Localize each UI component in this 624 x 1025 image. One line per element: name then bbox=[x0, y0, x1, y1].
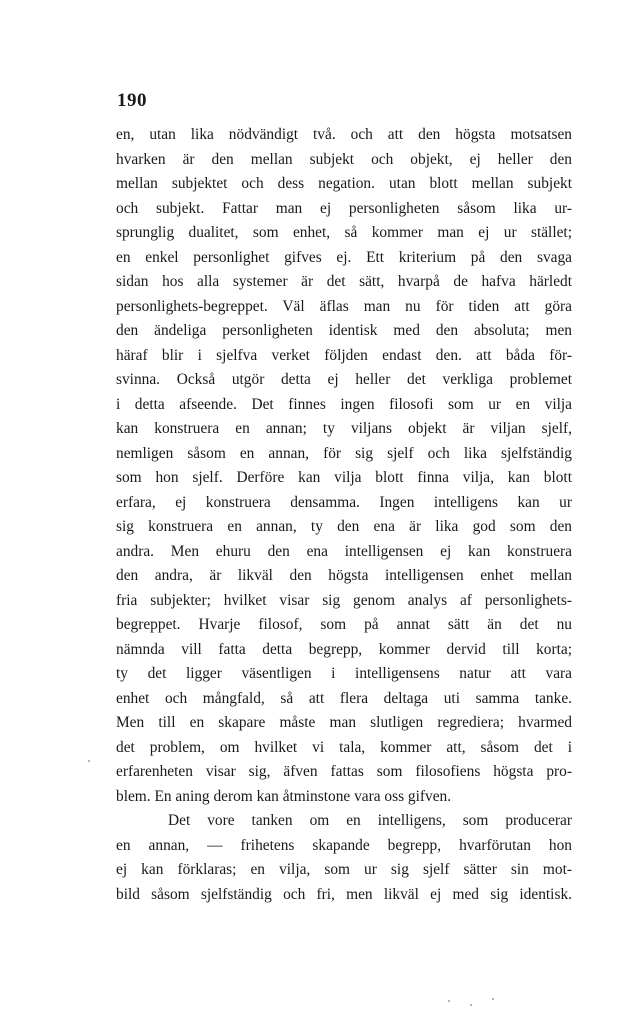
body-text bbox=[116, 123, 572, 907]
scan-speck bbox=[492, 998, 494, 1000]
scan-speck bbox=[470, 1004, 472, 1006]
text-line: mellan subjektet och dess negation. utan blott mellan subjekt bbox=[116, 175, 572, 192]
text-line: kan konstruera en annan; ty viljans objekt är viljan sjelf, bbox=[116, 420, 572, 437]
text-line: den ändeliga personligheten identisk med den absoluta; men bbox=[116, 322, 572, 339]
text-line: en, utan lika nödvändigt två. och att den högsta motsatsen bbox=[116, 126, 572, 143]
text-line: en annan, — frihetens skapande begrepp, hvarförutan hon bbox=[116, 836, 572, 854]
text-line: sidan hos alla systemer är det sätt, hvarpå de hafva härledt bbox=[116, 273, 572, 290]
text-line: erfarenheten visar sig, äfven fattas som filosofiens högsta pro- bbox=[116, 763, 572, 780]
paragraph-start-line: Det vore tanken om en intelligens, som producerar bbox=[168, 812, 572, 829]
text-line: erfara, ej konstruera densamma. Ingen intelligens kan ur bbox=[116, 493, 572, 511]
text-line: sig konstruera en annan, ty den ena är lika god som den bbox=[116, 518, 572, 535]
text-line: begreppet. Hvarje filosof, som på annat sätt än det nu bbox=[116, 616, 572, 633]
text-line: ej kan förklaras; en vilja, som ur sig sjelf sätter sin mot- bbox=[116, 861, 572, 878]
text-line: häraf blir i sjelfva verket följden endast den. att båda för- bbox=[116, 346, 572, 364]
text-line: andra. Men ehuru den ena intelligensen ej kan konstruera bbox=[116, 542, 572, 560]
text-line: nemligen såsom en annan, för sig sjelf och lika sjelfständig bbox=[116, 444, 572, 462]
text-line: personlighets-begreppet. Väl äflas man nu för tiden att göra bbox=[116, 297, 572, 315]
text-line: ty det ligger väsentligen i intelligensens natur att vara bbox=[116, 665, 572, 682]
text-line: sprunglig dualitet, som enhet, så kommer man ej ur stället; bbox=[116, 224, 572, 241]
paragraph-end-line: blem. En aning derom kan åtminstone vara oss gifven. bbox=[116, 787, 452, 805]
text-line: och subjekt. Fattar man ej personligheten såsom lika ur- bbox=[116, 199, 572, 217]
text-line: den andra, är likväl den högsta intelligensen enhet mellan bbox=[116, 567, 572, 584]
scan-speck bbox=[88, 760, 90, 762]
text-line: nämnda vill fatta detta begrepp, kommer dervid till korta; bbox=[116, 640, 572, 658]
text-line: hvarken är den mellan subjekt och objekt, ej heller den bbox=[116, 150, 572, 168]
scan-speck bbox=[448, 1000, 450, 1002]
page-number: 190 bbox=[117, 90, 147, 111]
text-line: i detta afseende. Det finnes ingen filosofi som ur en vilja bbox=[116, 395, 572, 413]
text-line: enhet och mångfald, så att flera deltaga uti samma tanke. bbox=[116, 689, 572, 707]
text-line: en enkel personlighet gifves ej. Ett kriterium på den svaga bbox=[116, 248, 572, 266]
text-line: svinna. Också utgör detta ej heller det verkliga problemet bbox=[116, 371, 572, 388]
text-line: bild såsom sjelfständig och fri, men likväl ej med sig identisk. bbox=[116, 885, 572, 903]
text-line: det problem, om hvilket vi tala, kommer att, såsom det i bbox=[116, 738, 572, 756]
text-line: som hon sjelf. Derföre kan vilja blott finna vilja, kan blott bbox=[116, 469, 572, 486]
text-line: fria subjekter; hvilket visar sig genom analys af personlighets- bbox=[116, 591, 572, 609]
text-line: Men till en skapare måste man slutligen regrediera; hvarmed bbox=[116, 714, 572, 731]
